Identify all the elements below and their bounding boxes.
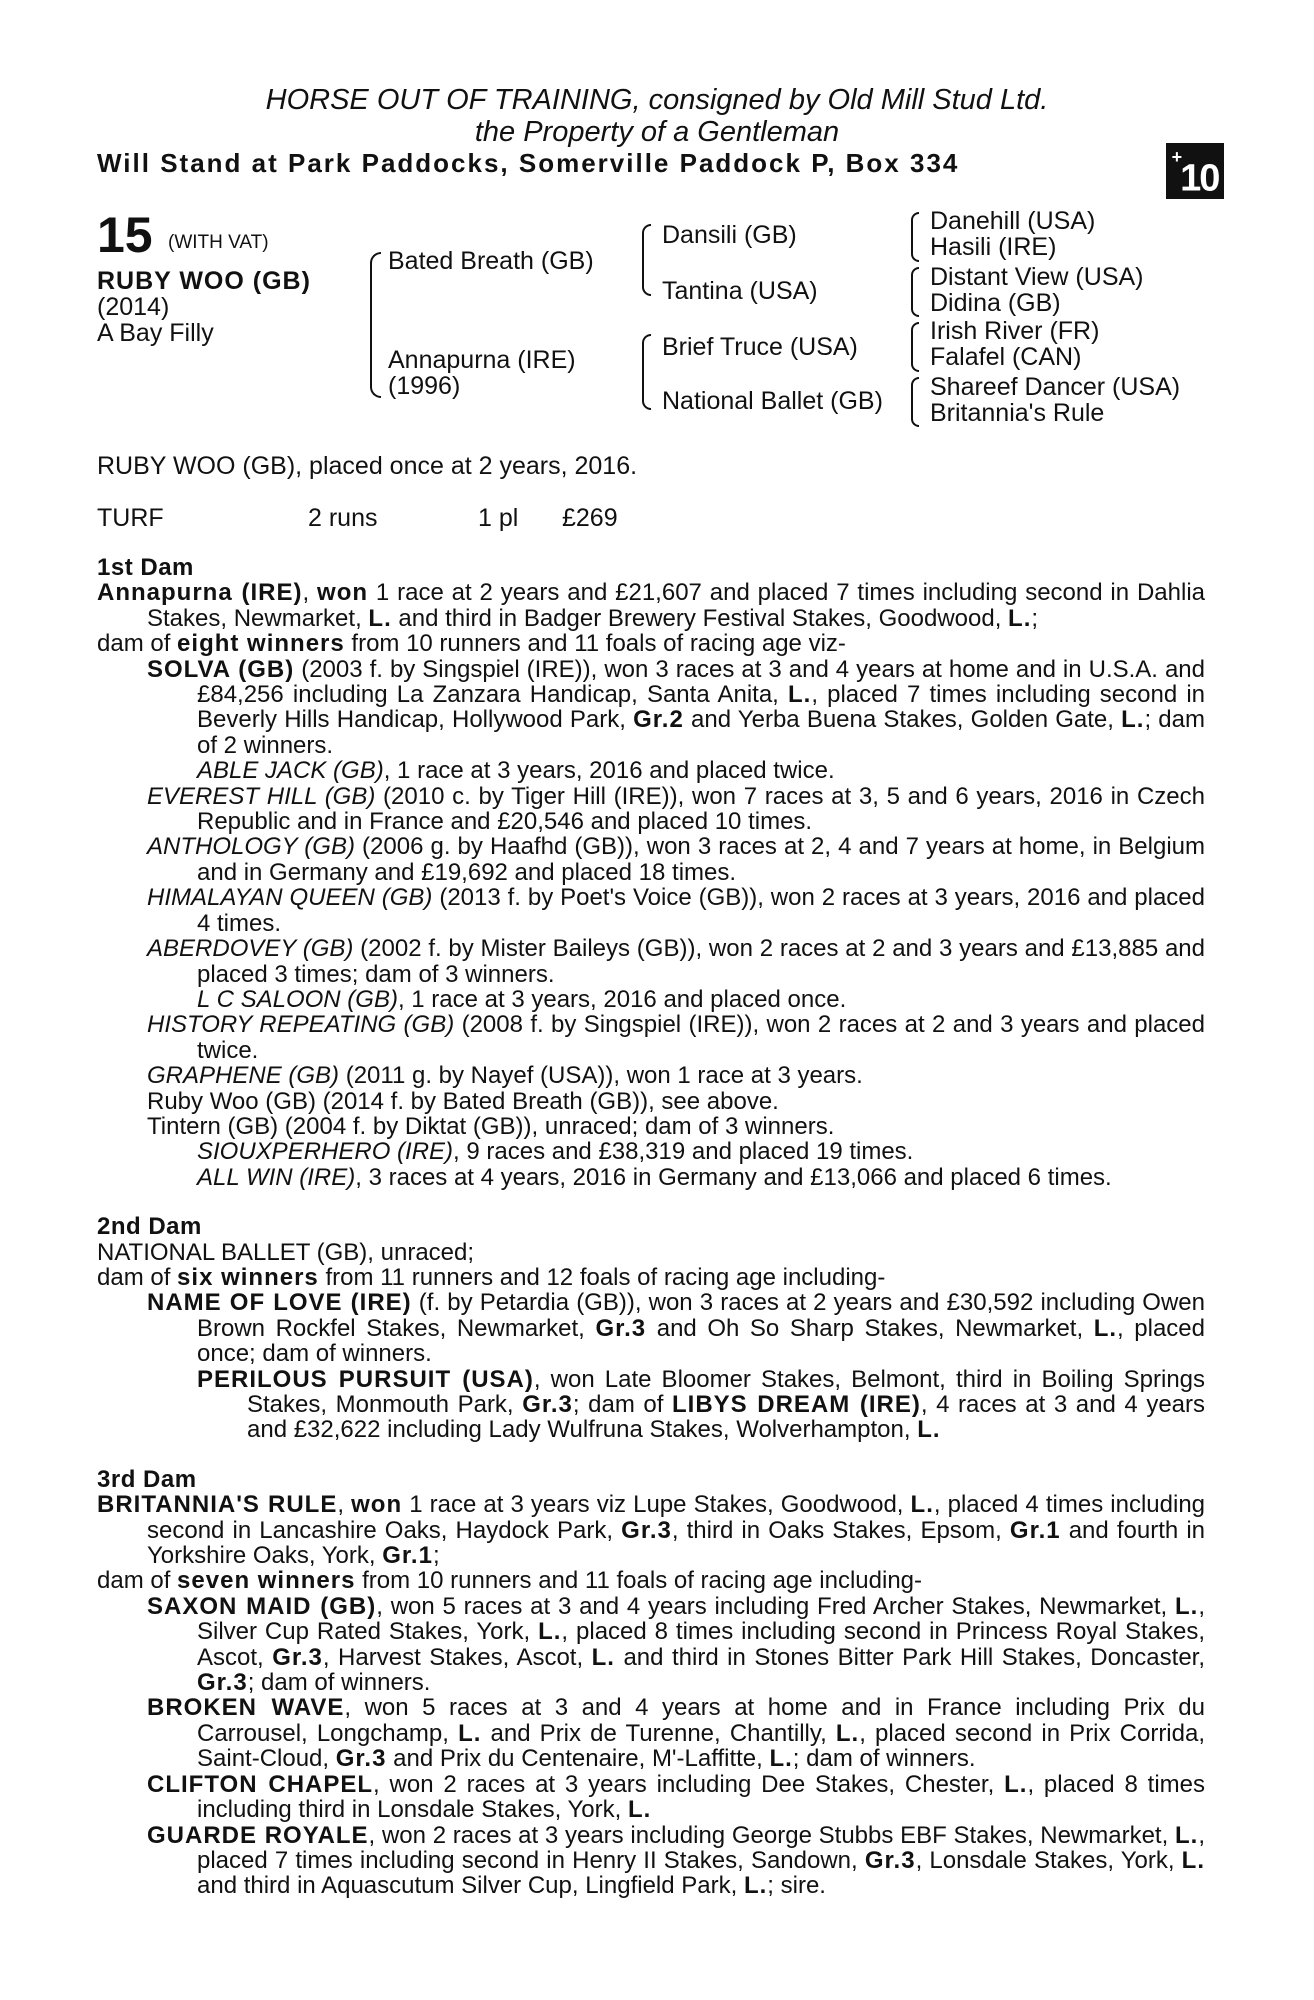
produce-entry: NAME OF LOVE (IRE) (f. by Petardia (GB)), won 3 races at 2 years and £30,592 including Owen Brown Rockfel Stakes, Newmarket, Gr.3 and Oh So Sharp Stakes, Newmarket, L., placed once; dam of winners. bbox=[147, 1289, 1205, 1368]
pedigree-brace bbox=[911, 322, 919, 372]
pedigree-g3: Hasili (IRE) bbox=[930, 233, 1057, 261]
produce-entry: ALL WIN (IRE), 3 races at 4 years, 2016 in Germany and £13,066 and placed 6 times. bbox=[197, 1163, 1112, 1191]
pedigree-sire-dam: Tantina (USA) bbox=[662, 277, 818, 305]
lot-number: 15 bbox=[97, 207, 153, 263]
pedigree-sire-sire: Dansili (GB) bbox=[662, 221, 797, 249]
produce-entry: ANTHOLOGY (GB) (2006 g. by Haafhd (GB)), won 3 races at 2, 4 and 7 years at home, in Belgium and in Germany and £19,692 and placed 18 times. bbox=[147, 833, 1206, 886]
pedigree-dam-sire: Brief Truce (USA) bbox=[662, 333, 858, 361]
record-surface: TURF bbox=[97, 504, 164, 532]
produce-entry: EVEREST HILL (GB) (2010 c. by Tiger Hill (IRE)), won 7 races at 3, 5 and 6 years, 2016 in Czech Republic and in France and £20,546 and placed 10 times. bbox=[147, 782, 1205, 836]
vat-note: (WITH VAT) bbox=[168, 232, 269, 253]
horse-sex: A Bay Filly bbox=[97, 319, 214, 347]
produce-entry: Ruby Woo (GB) (2014 f. by Bated Breath (GB)), see above. bbox=[147, 1087, 779, 1115]
pedigree-brace bbox=[911, 212, 919, 262]
lot-badge: +10 bbox=[1166, 143, 1224, 199]
produce-entry: SIOUXPERHERO (IRE), 9 races and £38,319 and placed 19 times. bbox=[197, 1138, 914, 1166]
produce-entry: BROKEN WAVE, won 5 races at 3 and 4 years at home and in France including Prix du Carrousel, Longchamp, L. and Prix de Turenne, Chantilly, L., placed second in Prix Corrida, Saint-Cloud, Gr.3 and Prix du Centenaire, M'-Laffitte, L.; dam of winners. bbox=[147, 1694, 1206, 1773]
dam-sections bbox=[97, 555, 1205, 1899]
dam-produce-summary: dam of seven winners from 10 runners and 11 foals of racing age including- bbox=[97, 1567, 923, 1595]
record-runs: 2 runs bbox=[308, 504, 378, 532]
pedigree-brace bbox=[642, 224, 651, 296]
dam-produce-summary: dam of six winners from 11 runners and 12 foals of racing age including- bbox=[97, 1263, 886, 1291]
record-earnings: £269 bbox=[562, 504, 618, 532]
pedigree-brace bbox=[911, 267, 919, 317]
produce-entry: PERILOUS PURSUIT (USA), won Late Bloomer Stakes, Belmont, third in Boiling Springs Stakes, Monmouth Park, Gr.3; dam of LIBYS DREAM (IRE), 4 races at 3 and 4 years and £32,622 including Lady Wulfruna Stakes, Wolverhampton, L. bbox=[197, 1365, 1206, 1444]
race-summary: RUBY WOO (GB), placed once at 2 years, 2016. bbox=[97, 452, 638, 480]
pedigree-g3: Falafel (CAN) bbox=[930, 343, 1082, 371]
pedigree-dam-dam: National Ballet (GB) bbox=[662, 387, 883, 415]
pedigree-g3: Didina (GB) bbox=[930, 289, 1061, 317]
section-title: 2nd Dam bbox=[97, 1213, 202, 1241]
pedigree-g3: Shareef Dancer (USA) bbox=[930, 373, 1181, 401]
pedigree-g3: Britannia's Rule bbox=[930, 399, 1105, 427]
produce-entry: SAXON MAID (GB), won 5 races at 3 and 4 years including Fred Archer Stakes, Newmarket, L., Silver Cup Rated Stakes, York, L., placed 8 times including second in Princess Royal Stakes, Ascot, Gr.3, Harvest Stakes, Ascot, L. and third in Stones Bitter Park Hill Stakes, Doncaster, Gr.3; dam of winners. bbox=[147, 1592, 1205, 1697]
produce-entry: L C SALOON (GB), 1 race at 3 years, 2016 and placed once. bbox=[197, 985, 847, 1013]
pedigree-g3: Danehill (USA) bbox=[930, 207, 1096, 235]
pedigree-dam-year: (1996) bbox=[388, 372, 461, 400]
pedigree-g3: Distant View (USA) bbox=[930, 263, 1144, 291]
produce-entry: GRAPHENE (GB) (2011 g. by Nayef (USA)), won 1 race at 3 years. bbox=[147, 1062, 863, 1090]
produce-entry: ABERDOVEY (GB) (2002 f. by Mister Baileys (GB)), won 2 races at 2 and 3 years and £13,885 and placed 3 times; dam of 3 winners. bbox=[147, 935, 1205, 988]
section-title: 3rd Dam bbox=[97, 1465, 197, 1493]
horse-name: RUBY WOO (GB) bbox=[97, 267, 311, 295]
consignor-line: HORSE OUT OF TRAINING, consigned by Old Mill Stud Ltd. bbox=[265, 84, 1049, 116]
pedigree-brace bbox=[370, 252, 381, 398]
dam-entry: NATIONAL BALLET (GB), unraced; bbox=[97, 1238, 475, 1266]
produce-entry: ABLE JACK (GB), 1 race at 3 years, 2016 and placed twice. bbox=[197, 757, 835, 785]
pedigree-sire: Bated Breath (GB) bbox=[388, 247, 594, 275]
produce-entry: Tintern (GB) (2004 f. by Diktat (GB)), unraced; dam of 3 winners. bbox=[147, 1112, 835, 1140]
pedigree-brace bbox=[911, 377, 919, 427]
produce-entry: GUARDE ROYALE, won 2 races at 3 years including George Stubbs EBF Stakes, Newmarket, L., placed 7 times including second in Henry II Stakes, Sandown, Gr.3, Lonsdale Stakes, York, L. and third in Aquascutum Silver Cup, Lingfield Park, L.; sire. bbox=[147, 1821, 1205, 1900]
produce-entry: HISTORY REPEATING (GB) (2008 f. by Singspiel (IRE)), won 2 races at 2 and 3 years and placed twice. bbox=[147, 1011, 1206, 1064]
pedigree-g3: Irish River (FR) bbox=[930, 317, 1100, 345]
horse-year: (2014) bbox=[97, 293, 170, 321]
dam-produce-summary: dam of eight winners from 10 runners and 11 foals of racing age viz- bbox=[97, 630, 846, 658]
dam-entry: Annapurna (IRE), won 1 race at 2 years and £21,607 and placed 7 times including second in Dahlia Stakes, Newmarket, L. and third in Badger Brewery Festival Stakes, Goodwood, L.; bbox=[97, 579, 1206, 632]
section-title: 1st Dam bbox=[97, 554, 194, 581]
produce-entry: HIMALAYAN QUEEN (GB) (2013 f. by Poet's Voice (GB)), won 2 races at 3 years, 2016 and placed 4 times. bbox=[147, 884, 1205, 937]
dam-entry: BRITANNIA'S RULE, won 1 race at 3 years viz Lupe Stakes, Goodwood, L., placed 4 times including second in Lancashire Oaks, Haydock Park, Gr.3, third in Oaks Stakes, Epsom, Gr.1 and fourth in Yorkshire Oaks, York, Gr.1; bbox=[97, 1491, 1206, 1570]
record-placed: 1 pl bbox=[478, 504, 519, 532]
pedigree-brace bbox=[642, 334, 651, 410]
property-line: the Property of a Gentleman bbox=[474, 116, 840, 148]
produce-entry: CLIFTON CHAPEL, won 2 races at 3 years including Dee Stakes, Chester, L., placed 8 times including third in Lonsdale Stakes, York, L. bbox=[147, 1770, 1205, 1824]
produce-entry: SOLVA (GB) (2003 f. by Singspiel (IRE)), won 3 races at 3 and 4 years at home and in U.S.A. and £84,256 including La Zanzara Handicap, Santa Anita, L., placed 7 times including second in Beverly Hills Handicap, Hollywood Park, Gr.2 and Yerba Buena Stakes, Golden Gate, L.; dam of 2 winners. bbox=[147, 655, 1206, 759]
location-line: Will Stand at Park Paddocks, Somerville Paddock P, Box 334 bbox=[97, 148, 960, 178]
pedigree-dam: Annapurna (IRE) bbox=[388, 346, 576, 374]
